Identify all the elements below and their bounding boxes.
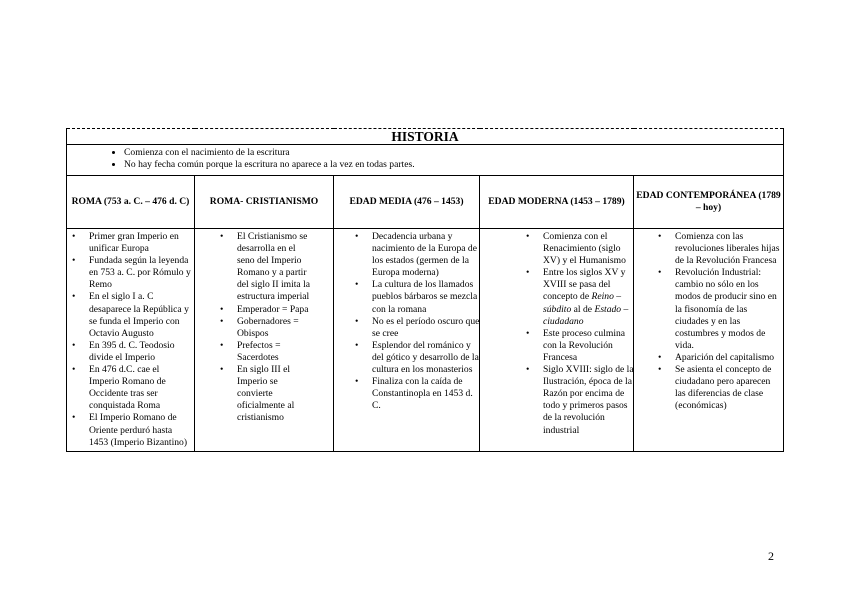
header-edad-media: EDAD MEDIA (476 – 1453): [334, 176, 480, 229]
item-emphasis: Estado – ciudadano: [543, 303, 629, 327]
list-item: • Siglo XVIII: siglo de la Ilustración, época de la Razón por encima de todo y primeros pasos de la revolución industrial: [543, 364, 635, 437]
item-text: al de: [571, 303, 595, 315]
list-item: • Comienza con las revoluciones liberales hijas de la Revolución Francesa: [675, 231, 781, 267]
list-item: • El Cristianismo se desarrolla en el seno del Imperio Romano y a partir del siglo II imita la estructura imperial: [237, 231, 315, 304]
item-text: Entre los siglos XV y XVIII se pasa del concepto de: [543, 267, 626, 303]
list-item: • Decadencia urbana y nacimiento de la Europa de los estados (germen de la Europa moderna): [372, 231, 482, 279]
list-item: • En 476 d.C. cae el Imperio Romano de Occidente tras ser conquistada Roma: [89, 364, 191, 412]
list-item: • Este proceso culmina con la Revolución Francesa: [543, 328, 635, 364]
intro-cell: [67, 145, 784, 176]
item-emphasis: Reino – súbdito: [543, 291, 622, 315]
list-item: • En el siglo I a. C desaparece la República y se funda el Imperio con Octavio Augusto: [89, 291, 191, 339]
column-cristianismo: [195, 229, 334, 452]
header-roma: ROMA (753 a. C. – 476 d. C): [67, 176, 195, 229]
list-item: • En 395 d. C. Teodosio divide el Imperio: [89, 340, 191, 364]
header-cristianismo: ROMA- CRISTIANISMO: [195, 176, 334, 229]
column-edad-media: [334, 229, 480, 452]
list-item: • Finaliza con la caída de Constantinopla en 1453 d. C.: [372, 376, 482, 412]
list-item: • No es el período oscuro que se cree: [372, 316, 482, 340]
list-item: • En siglo III el Imperio se convierte oficialmente al cristianismo: [237, 364, 315, 424]
list-item: • Emperador = Papa: [237, 304, 315, 316]
page-number: 2: [768, 549, 774, 563]
header-edad-contemporanea: EDAD CONTEMPORÁNEA (1789 – hoy): [634, 176, 784, 229]
list-item: • Prefectos = Sacerdotes: [237, 340, 315, 364]
list-item: • Revolución Industrial: cambio no sólo en los modos de producir sino en la fisonomía de las ciudades y en las costumbres y modos de vida.: [675, 267, 781, 352]
column-edad-moderna: [480, 229, 634, 452]
header-edad-moderna: EDAD MODERNA (1453 – 1789): [480, 176, 634, 229]
intro-item: • No hay fecha común porque la escritura no aparece a la vez en todas partes.: [124, 159, 783, 171]
table-title: HISTORIA: [67, 129, 784, 145]
list-item: • Esplendor del románico y del gótico y desarrollo de la cultura en los monasterios: [372, 340, 482, 376]
list-item: • Se asienta el concepto de ciudadano pero aparecen las diferencias de clase (económicas): [675, 364, 781, 412]
list-item: • Primer gran Imperio en unificar Europa: [89, 231, 191, 255]
list-item: • El Imperio Romano de Oriente perduró hasta 1453 (Imperio Bizantino): [89, 412, 191, 448]
list-item: [543, 267, 635, 327]
list-item: • Fundada según la leyenda en 753 a. C. por Rómulo y Remo: [89, 255, 191, 291]
history-table: [66, 128, 784, 452]
list-item: • Aparición del capitalismo: [675, 352, 781, 364]
list-item: • Comienza con el Renacimiento (siglo XV) y el Humanismo: [543, 231, 635, 267]
intro-list: [67, 147, 783, 171]
list-item: • Gobernadores = Obispos: [237, 316, 315, 340]
column-edad-contemporanea: [634, 229, 784, 452]
list-item: • La cultura de los llamados pueblos bárbaros se mezcla con la romana: [372, 279, 482, 315]
column-roma: [67, 229, 195, 452]
intro-item: • Comienza con el nacimiento de la escritura: [124, 147, 783, 159]
